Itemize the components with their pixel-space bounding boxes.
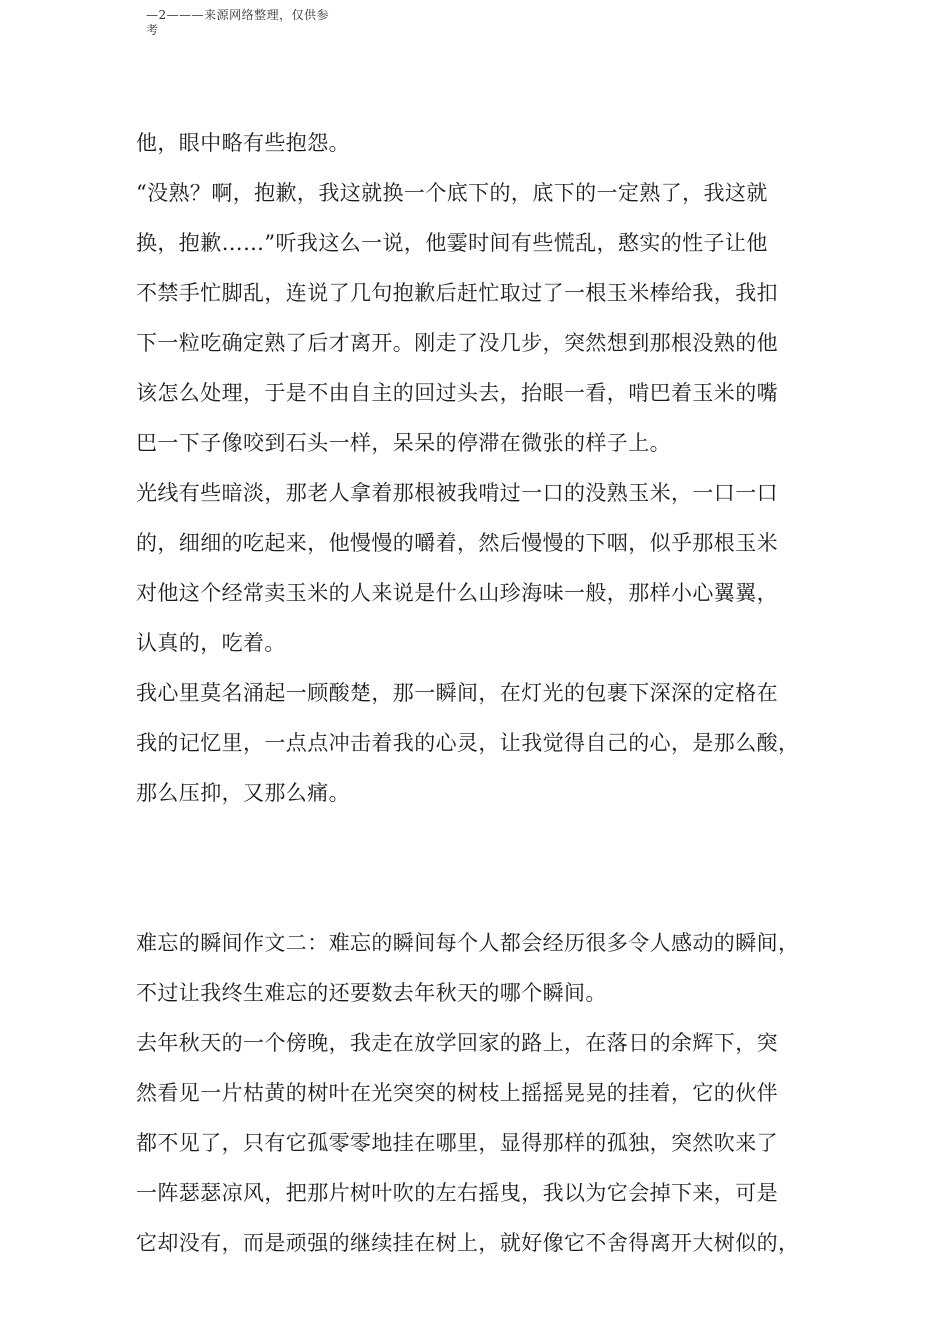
text-line: 下一粒吃确定熟了后才离开。刚走了没几步，突然想到那根没熟的他 xyxy=(136,331,778,355)
text-line: 他，眼中略有些抱怨。 xyxy=(136,131,350,155)
paragraph-gap xyxy=(136,818,816,868)
text-line: 换，抱歉……”听我这么一说，他霎时间有些慌乱，憨实的性子让他 xyxy=(136,231,768,255)
text-line: 它却没有，而是顽强的继续挂在树上，就好像它不舍得离开大树似的， xyxy=(136,1231,800,1255)
text-line: 那么压抑，又那么痛。 xyxy=(136,781,350,805)
text-line: 我心里莫名涌起一顾酸楚，那一瞬间，在灯光的包裹下深深的定格在 xyxy=(136,681,778,705)
text-line: 的，细细的吃起来，他慢慢的嚼着，然后慢慢的下咽，似乎那根玉米 xyxy=(136,531,778,555)
header-note-line-1: —2———来源网络整理，仅供参 xyxy=(146,8,330,22)
document-body xyxy=(136,118,816,1268)
text-line: 然看见一片枯黄的树叶在光突突的树枝上摇摇晃晃的挂着，它的伙伴 xyxy=(136,1081,778,1105)
paragraph-gap xyxy=(136,868,816,918)
text-line: 去年秋天的一个傍晚，我走在放学回家的路上，在落日的余辉下，突 xyxy=(136,1031,778,1055)
header-note-line-2: 考 xyxy=(146,23,159,37)
section-heading-line: 难忘的瞬间作文二：难忘的瞬间每个人都会经历很多令人感动的瞬间， xyxy=(136,931,800,955)
text-line: 对他这个经常卖玉米的人来说是什么山珍海味一般，那样小心翼翼， xyxy=(136,581,778,605)
text-line: 我的记忆里，一点点冲击着我的心灵，让我觉得自己的心，是那么酸， xyxy=(136,731,800,755)
text-line: 不禁手忙脚乱，连说了几句抱歉后赶忙取过了一根玉米棒给我，我扣 xyxy=(136,281,778,305)
text-line: 该怎么处理，于是不由自主的回过头去，抬眼一看，啃巴着玉米的嘴 xyxy=(136,381,778,405)
text-line: 光线有些暗淡，那老人拿着那根被我啃过一口的没熟玉米，一口一口 xyxy=(136,481,778,505)
text-line: 不过让我终生难忘的还要数去年秋天的哪个瞬间。 xyxy=(136,981,607,1005)
page-header-note xyxy=(146,8,376,38)
text-line: 都不见了，只有它孤零零地挂在哪里，显得那样的孤独，突然吹来了 xyxy=(136,1131,778,1155)
text-line: 认真的，吃着。 xyxy=(136,631,286,655)
text-line: 一阵瑟瑟凉风，把那片树叶吹的左右摇曳，我以为它会掉下来，可是 xyxy=(136,1181,778,1205)
text-line: “没熟？啊，抱歉，我这就换一个底下的，底下的一定熟了，我这就 xyxy=(136,181,768,205)
text-line: 巴一下子像咬到石头一样，呆呆的停滞在微张的样子上。 xyxy=(136,431,671,455)
